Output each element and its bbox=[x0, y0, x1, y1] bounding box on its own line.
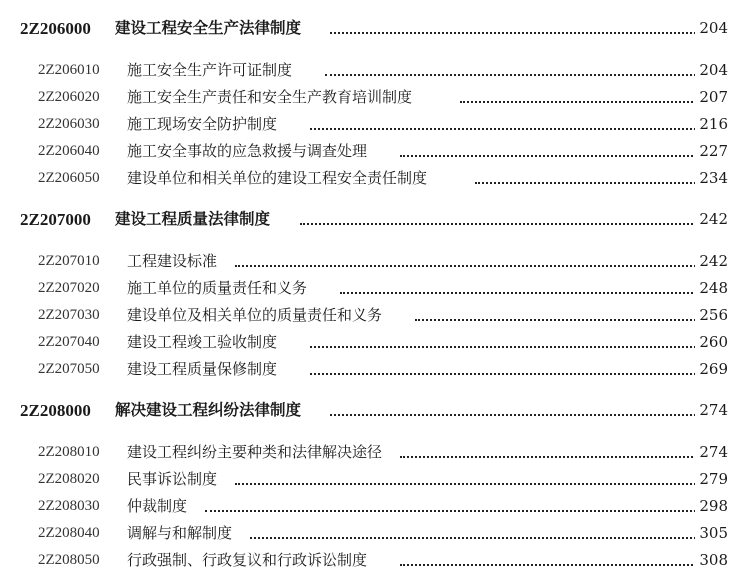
section-title: 建设工程纠纷主要种类和法律解决途径 bbox=[127, 439, 388, 466]
page-number: 274 bbox=[695, 439, 728, 466]
dot-leader bbox=[235, 483, 700, 485]
toc-section-row[interactable] bbox=[0, 57, 750, 84]
dot-leader bbox=[330, 414, 700, 416]
section-title: 工程建设标准 bbox=[127, 248, 223, 275]
page-number: 305 bbox=[695, 520, 728, 547]
toc-section-row[interactable] bbox=[0, 248, 750, 275]
dot-leader bbox=[310, 128, 700, 130]
chapter-title: 解决建设工程纠纷法律制度 bbox=[115, 397, 307, 424]
section-code: 2Z207020 bbox=[38, 280, 100, 296]
section-title: 民事诉讼制度 bbox=[127, 466, 223, 493]
chapter-title: 建设工程质量法律制度 bbox=[115, 206, 276, 233]
chapter-code: 2Z208000 bbox=[20, 401, 91, 420]
section-code: 2Z207040 bbox=[38, 334, 100, 350]
section-title: 施工现场安全防护制度 bbox=[127, 111, 283, 138]
page-number: 242 bbox=[695, 206, 728, 233]
dot-leader bbox=[310, 346, 700, 348]
toc-section-row[interactable] bbox=[0, 302, 750, 329]
section-code: 2Z208040 bbox=[38, 525, 100, 541]
page-number: 248 bbox=[695, 275, 728, 302]
page-number: 207 bbox=[695, 84, 728, 111]
toc-section-row[interactable] bbox=[0, 547, 750, 574]
chapter-title: 建设工程安全生产法律制度 bbox=[115, 15, 307, 42]
section-title: 行政强制、行政复议和行政诉讼制度 bbox=[127, 547, 373, 574]
dot-leader bbox=[325, 74, 700, 76]
section-code: 2Z207050 bbox=[38, 361, 100, 377]
toc-chapter-row[interactable] bbox=[0, 206, 750, 233]
section-code: 2Z206010 bbox=[38, 62, 100, 78]
section-code: 2Z207030 bbox=[38, 307, 100, 323]
dot-leader bbox=[250, 537, 700, 539]
dot-leader bbox=[330, 32, 700, 34]
toc-section-row[interactable] bbox=[0, 165, 750, 192]
section-code: 2Z208050 bbox=[38, 552, 100, 568]
page-number: 216 bbox=[695, 111, 728, 138]
page-number: 227 bbox=[695, 138, 728, 165]
toc-chapter-row[interactable] bbox=[0, 397, 750, 424]
section-title: 建设工程竣工验收制度 bbox=[127, 329, 283, 356]
page-number: 256 bbox=[695, 302, 728, 329]
section-code: 2Z206050 bbox=[38, 170, 100, 186]
page-number: 279 bbox=[695, 466, 728, 493]
toc-section-row[interactable] bbox=[0, 138, 750, 165]
section-title: 建设单位及相关单位的质量责任和义务 bbox=[127, 302, 388, 329]
dot-leader bbox=[460, 101, 700, 103]
toc-chapter-row[interactable] bbox=[0, 15, 750, 42]
toc-section-row[interactable] bbox=[0, 493, 750, 520]
section-title: 施工安全生产许可证制度 bbox=[127, 57, 298, 84]
toc-section-row[interactable] bbox=[0, 84, 750, 111]
toc-section-row[interactable] bbox=[0, 329, 750, 356]
page-number: 269 bbox=[695, 356, 728, 383]
section-title: 调解与和解制度 bbox=[127, 520, 238, 547]
section-code: 2Z206030 bbox=[38, 116, 100, 132]
section-code: 2Z206020 bbox=[38, 89, 100, 105]
section-title: 建设工程质量保修制度 bbox=[127, 356, 283, 383]
dot-leader bbox=[400, 564, 700, 566]
section-title: 施工单位的质量责任和义务 bbox=[127, 275, 313, 302]
dot-leader bbox=[205, 510, 700, 512]
page-number: 234 bbox=[695, 165, 728, 192]
page-number: 298 bbox=[695, 493, 728, 520]
section-code: 2Z208030 bbox=[38, 498, 100, 514]
toc-section-row[interactable] bbox=[0, 111, 750, 138]
toc-section-row[interactable] bbox=[0, 466, 750, 493]
dot-leader bbox=[235, 265, 700, 267]
page-number: 242 bbox=[695, 248, 728, 275]
page-number: 260 bbox=[695, 329, 728, 356]
chapter-code: 2Z207000 bbox=[20, 210, 91, 229]
toc-section-row[interactable] bbox=[0, 439, 750, 466]
dot-leader bbox=[400, 155, 700, 157]
section-code: 2Z208010 bbox=[38, 444, 100, 460]
toc-section-row[interactable] bbox=[0, 520, 750, 547]
page-number: 204 bbox=[695, 15, 728, 42]
dot-leader bbox=[475, 182, 700, 184]
section-code: 2Z208020 bbox=[38, 471, 100, 487]
chapter-code: 2Z206000 bbox=[20, 19, 91, 38]
dot-leader bbox=[300, 223, 700, 225]
section-title: 施工安全事故的应急救援与调查处理 bbox=[127, 138, 373, 165]
section-code: 2Z207010 bbox=[38, 253, 100, 269]
dot-leader bbox=[310, 373, 700, 375]
dot-leader bbox=[340, 292, 700, 294]
section-code: 2Z206040 bbox=[38, 143, 100, 159]
toc-section-row[interactable] bbox=[0, 356, 750, 383]
section-title: 仲裁制度 bbox=[127, 493, 193, 520]
dot-leader bbox=[415, 319, 700, 321]
page-number: 204 bbox=[695, 57, 728, 84]
section-title: 施工安全生产责任和安全生产教育培训制度 bbox=[127, 84, 418, 111]
toc-section-row[interactable] bbox=[0, 275, 750, 302]
page-number: 308 bbox=[695, 547, 728, 574]
dot-leader bbox=[400, 456, 700, 458]
section-title: 建设单位和相关单位的建设工程安全责任制度 bbox=[127, 165, 433, 192]
page-number: 274 bbox=[695, 397, 728, 424]
